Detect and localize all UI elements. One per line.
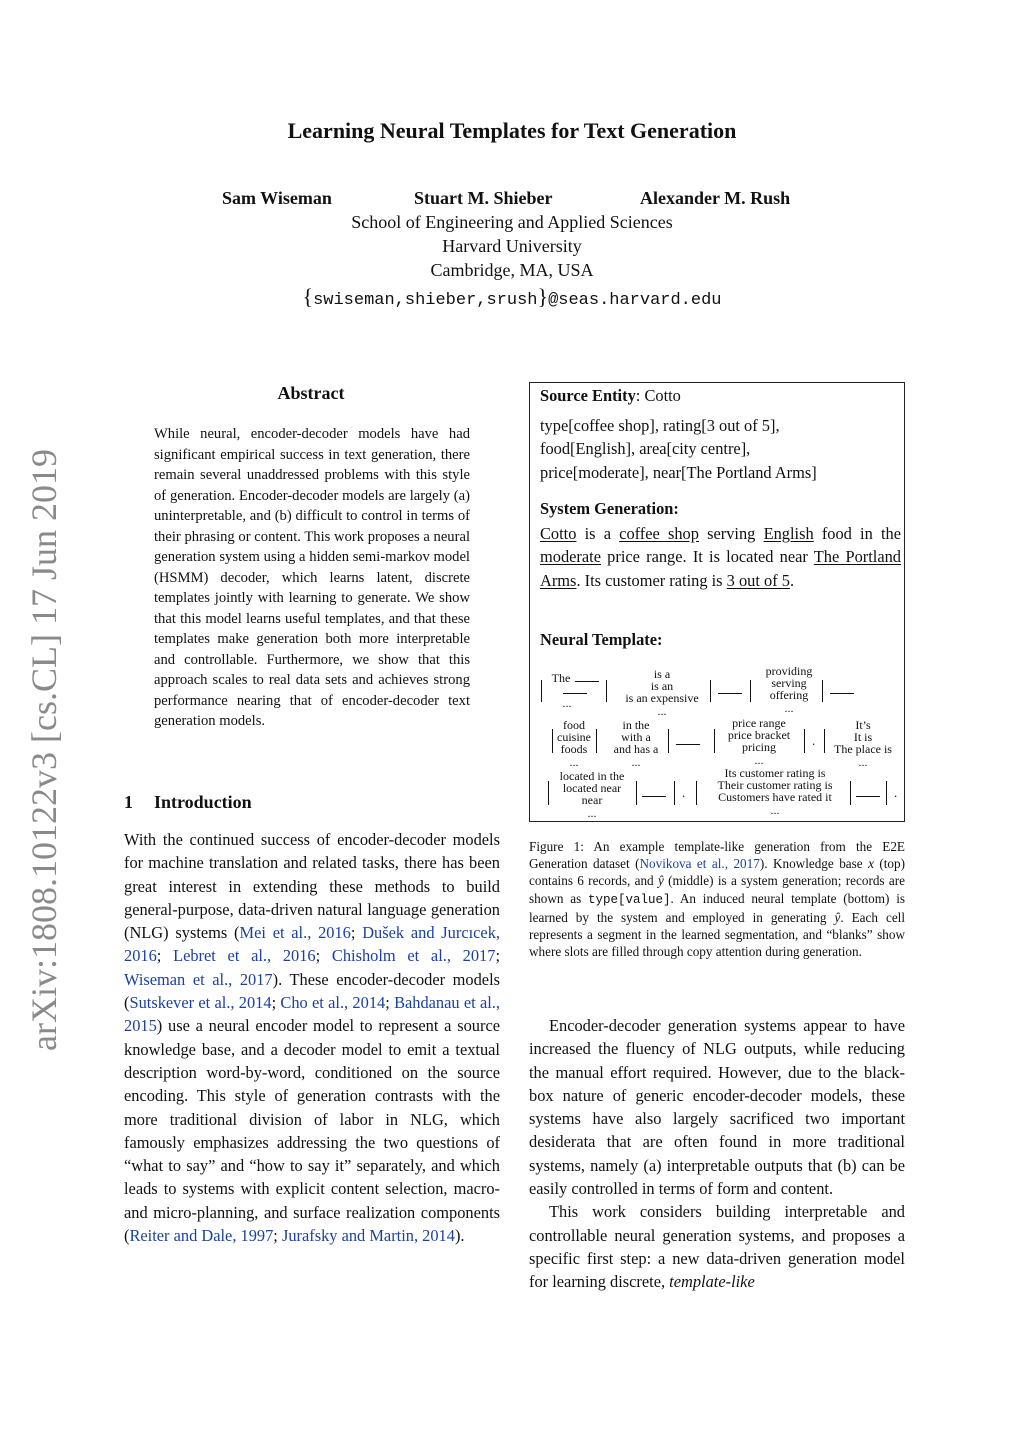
email-domain: @seas.harvard.edu	[548, 291, 722, 310]
abstract-body: While neural, encoder-decoder models have had significant empirical success in text generation, there remain several unaddressed problems with this style of generation. Encoder-decoder models are largely (a) uninterpretable, and (b) difficult to control in terms of their phrasing or content. This work proposes a neural generation system using a hidden semi-markov model (HSMM) decoder, which learns latent, discrete templates jointly with learning to generate. We show that this model learns useful templates, and that these templates make generation both more interpretable and controllable. Furthermore, we show that this approach scales to real data sets and achieves strong performance nearing that of encoder-decoder text generation models.	[154, 426, 470, 729]
author-name: Alexander M. Rush	[640, 188, 791, 208]
cell-border	[696, 781, 697, 805]
template-slot-blank	[563, 693, 587, 694]
citation-link[interactable]: Jurafsky and Martin, 2014	[281, 1226, 455, 1246]
abstract-heading: Abstract	[277, 383, 345, 403]
email-users: swiseman,shieber,srush	[313, 291, 538, 310]
records-line: price[moderate], near[The Portland Arms]	[540, 462, 817, 482]
cell-border	[636, 781, 637, 805]
citation-link[interactable]: Dušek and Jurcıcek, 2016	[124, 923, 500, 966]
author-name: Stuart M. Shieber	[414, 188, 553, 208]
template-slot-blank	[676, 744, 700, 745]
template-cell: It’s It is The place is ...	[834, 718, 892, 769]
template-cell: located in the located near near ...	[559, 769, 625, 820]
cell-border	[850, 781, 851, 805]
neural-template-label: Neural Template:	[540, 630, 663, 649]
template-slot-blank	[575, 681, 599, 682]
figure-1-caption: Figure 1: An example template-like generation from the E2E Generation dataset (Novikova et al., 2017). Knowledge base x (top) contains 6 records, and ŷ (middle) is a system generation; records are shown as type[value]. An induced neural template (bottom) is learned by the system and employed in generating ŷ. Each cell represents a segment in the learned segmentation, and “blanks” show where slots are filled through copy attention during generation.	[529, 839, 906, 960]
template-slot-blank	[830, 693, 854, 694]
template-cell: food cuisine foods ...	[557, 718, 591, 769]
section-heading	[124, 792, 252, 813]
cell-border	[750, 680, 751, 702]
source-entity-name: Cotto	[644, 386, 681, 405]
citation-link[interactable]: Reiter and Dale, 1997	[129, 1226, 274, 1246]
source-entity-label: Source Entity	[540, 386, 636, 405]
template-slot-blank	[856, 796, 880, 797]
cell-border	[710, 680, 711, 702]
citation-link[interactable]: Bahdanau et al., 2015	[124, 993, 501, 1036]
template-cell: The	[551, 671, 571, 685]
arxiv-identifier: arXiv:1808.10122v3 [cs.CL] 17 Jun 2019	[24, 449, 64, 1051]
template-slot-blank	[642, 796, 666, 797]
citation-link[interactable]: Chisholm et al., 2017	[331, 946, 496, 966]
system-generation-label: System Generation:	[540, 499, 679, 518]
system-generation-text: Cotto is a coffee shop serving English food in the moderate price range. It is located near The Portland Arms. Its customer rating is 3 out of 5.	[540, 524, 901, 590]
source-entity-line: Source Entity: Cotto	[540, 386, 681, 405]
template-ellipsis: ...	[562, 696, 572, 710]
cell-border	[596, 729, 597, 753]
citation-link[interactable]: Lebret et al., 2016	[173, 946, 316, 966]
citation-link[interactable]: Sutskever et al., 2014	[129, 993, 272, 1013]
email-brace-open: {	[302, 284, 314, 309]
author-name: Sam Wiseman	[222, 188, 332, 208]
citation-link[interactable]: Wiseman et al., 2017	[124, 969, 273, 989]
cell-border	[541, 680, 542, 702]
citation-link[interactable]: Cho et al., 2014	[280, 993, 386, 1013]
citation-link[interactable]: Novikova et al., 2017	[639, 856, 760, 872]
template-period: .	[682, 785, 686, 800]
affiliation-university: Harvard University	[442, 236, 582, 256]
template-cell: in the with a and has a ...	[613, 718, 659, 769]
template-cell: providing serving offering ...	[765, 664, 813, 715]
paragraph: This work considers building interpretable and controllable neural generation systems, and proposes a specific first step: a new data-driven generation model for learning discrete, template-like	[529, 1202, 905, 1292]
email-brace-close: }	[537, 284, 549, 309]
cell-border	[674, 781, 675, 805]
cell-border	[606, 680, 607, 702]
section-number: 1	[124, 792, 133, 812]
cell-border	[668, 729, 669, 753]
records-line: food[English], area[city centre],	[540, 439, 751, 459]
right-column-text	[529, 1014, 905, 1294]
paragraph: Encoder-decoder generation systems appear to have increased the fluency of NLG outputs, while reducing the manual effort required. However, due to the black-box nature of generic encoder-decoder models, these systems have also largely sacrificed two important desiderata that are often found in more traditional systems, namely (a) interpretable outputs that (b) can be easily controlled in terms of form and content.	[529, 1016, 905, 1199]
cell-border	[804, 729, 805, 753]
template-slot-blank	[718, 693, 742, 694]
cell-border	[822, 680, 823, 702]
author-email	[0, 284, 1024, 310]
section-title: Introduction	[154, 792, 252, 812]
records-line: type[coffee shop], rating[3 out of 5],	[540, 416, 780, 435]
affiliation-school: School of Engineering and Applied Sciences	[351, 212, 673, 232]
source-records	[540, 414, 896, 484]
citation-link[interactable]: Mei et al., 2016	[239, 923, 351, 943]
template-cell: is a is an is an expensive ...	[625, 667, 699, 718]
figure-1-box	[529, 382, 905, 822]
template-period: .	[894, 785, 898, 800]
affiliation-location: Cambridge, MA, USA	[430, 260, 594, 280]
paper-title: Learning Neural Templates for Text Generation	[287, 118, 737, 143]
cell-border	[714, 729, 715, 753]
template-cell: price range price bracket pricing ...	[727, 716, 791, 767]
intro-paragraph: With the continued success of encoder-decoder models for machine translation and related tasks, there has been great interest in extending these methods to build general-purpose, data-driven natural language generation (NLG) systems (Mei et al., 2016; Dušek and Jurcıcek, 2016; Lebret et al., 2016; Chisholm et al., 2017; Wiseman et al., 2017). These encoder-decoder models (Sutskever et al., 2014; Cho et al., 2014; Bahdanau et al., 2015) use a neural encoder model to represent a source knowledge base, and a decoder model to emit a textual description word-by-word, conditioned on the source encoding. This style of generation contrasts with the more traditional division of labor in NLG, which famously emphasizes addressing the two questions of “what to say” and “how to say it” separately, and which leads to systems with explicit content selection, macro- and micro-planning, and surface realization components (Reiter and Dale, 1997; Jurafsky and Martin, 2014).	[124, 830, 501, 1246]
cell-border	[886, 781, 887, 805]
template-cell: Its customer rating is Their customer rating is Customers have rated it ...	[717, 766, 833, 817]
template-period: .	[812, 733, 816, 748]
